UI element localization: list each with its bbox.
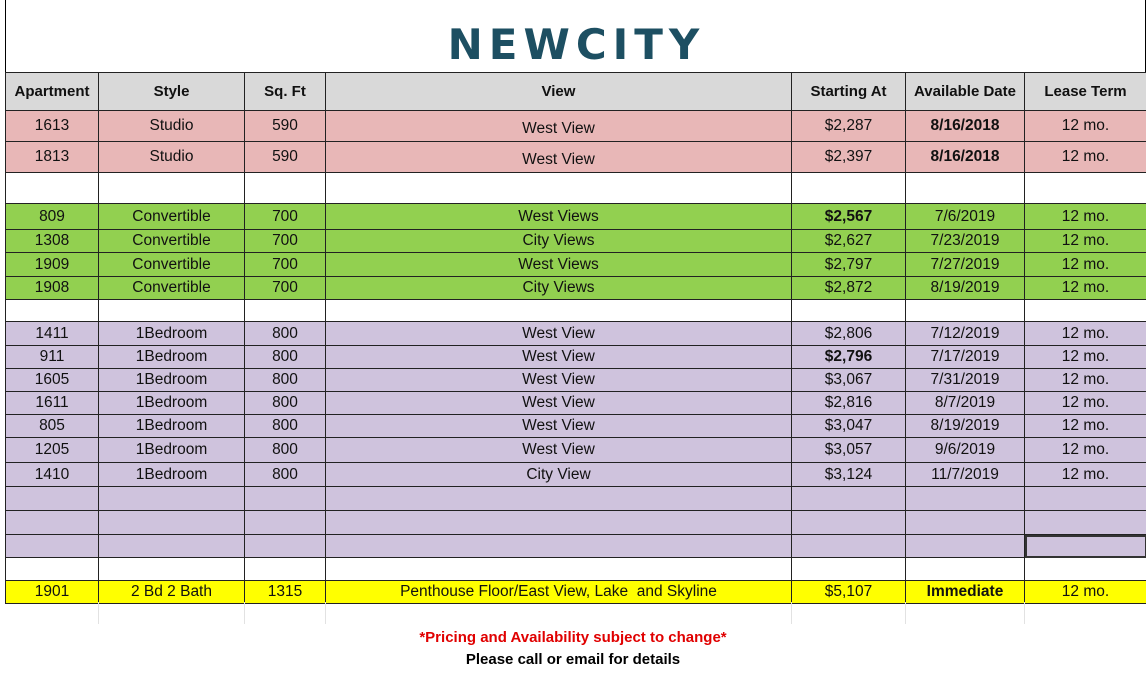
cell-date: 9/6/2019 xyxy=(906,438,1025,463)
table-row xyxy=(6,142,1146,173)
cell-date: 7/23/2019 xyxy=(906,230,1025,253)
cell-price: $5,107 xyxy=(792,581,906,604)
cell-apartment: 1611 xyxy=(6,392,99,415)
cell-view: West Views xyxy=(326,253,792,277)
cell-term: 12 mo. xyxy=(1025,204,1146,230)
cell-style: 1Bedroom xyxy=(99,322,245,346)
table-row xyxy=(6,438,1146,463)
cell-style: Convertible xyxy=(99,230,245,253)
cell-price: $2,796 xyxy=(792,346,906,369)
cell-view: West Views xyxy=(326,204,792,230)
cell-price: $2,872 xyxy=(792,277,906,300)
logo-band xyxy=(5,0,1146,72)
cell-style: 1Bedroom xyxy=(99,392,245,415)
gridline xyxy=(98,602,99,624)
cell-sqft: 800 xyxy=(245,463,326,487)
cell-date: 8/19/2019 xyxy=(906,415,1025,438)
cell-sqft: 590 xyxy=(245,142,326,173)
cell-price: $2,287 xyxy=(792,111,906,142)
cell-date: Immediate xyxy=(906,581,1025,604)
cell-sqft: 800 xyxy=(245,369,326,392)
cell-price: $2,806 xyxy=(792,322,906,346)
table-row xyxy=(6,369,1146,392)
cell-apartment: 1205 xyxy=(6,438,99,463)
cell-sqft: 800 xyxy=(245,392,326,415)
table-row xyxy=(6,230,1146,253)
cell-term: 12 mo. xyxy=(1025,230,1146,253)
table-row xyxy=(6,111,1146,142)
cell-price: $2,567 xyxy=(792,204,906,230)
cell-apartment: 1411 xyxy=(6,322,99,346)
cell-date: 8/7/2019 xyxy=(906,392,1025,415)
cell-price: $2,397 xyxy=(792,142,906,173)
cell-sqft: 700 xyxy=(245,230,326,253)
cell-apartment: 805 xyxy=(6,415,99,438)
cell-style: 1Bedroom xyxy=(99,415,245,438)
cell-date: 7/31/2019 xyxy=(906,369,1025,392)
cell-sqft: 1315 xyxy=(245,581,326,604)
cell-view: West View xyxy=(326,392,792,415)
header-view: View xyxy=(326,73,792,111)
cell-view: West View xyxy=(326,322,792,346)
availability-table xyxy=(5,72,1146,604)
gridline xyxy=(244,602,245,624)
cell-view: West View xyxy=(326,111,792,142)
cell-price: $2,797 xyxy=(792,253,906,277)
newcity-logo: NEWCITY xyxy=(447,20,706,69)
spacer-row xyxy=(6,300,1146,322)
cell-style: Studio xyxy=(99,142,245,173)
spacer-row xyxy=(6,558,1146,581)
cell-style: 1Bedroom xyxy=(99,463,245,487)
cell-date: 11/7/2019 xyxy=(906,463,1025,487)
header-apartment: Apartment xyxy=(6,73,99,111)
cell-style: 2 Bd 2 Bath xyxy=(99,581,245,604)
cell-price: $3,067 xyxy=(792,369,906,392)
header-row xyxy=(6,73,1146,111)
header-available-date: Available Date xyxy=(906,73,1025,111)
cell-date: 8/16/2018 xyxy=(906,142,1025,173)
cell-term: 12 mo. xyxy=(1025,111,1146,142)
cell-sqft: 800 xyxy=(245,438,326,463)
cell-view: City View xyxy=(326,463,792,487)
cell-sqft: 800 xyxy=(245,346,326,369)
cell-apartment: 1813 xyxy=(6,142,99,173)
cell-style: Convertible xyxy=(99,253,245,277)
cell-sqft: 590 xyxy=(245,111,326,142)
cell-apartment: 1613 xyxy=(6,111,99,142)
cell-style: Studio xyxy=(99,111,245,142)
cell-apartment: 1908 xyxy=(6,277,99,300)
header-lease-term: Lease Term xyxy=(1025,73,1146,111)
cell-date: 7/6/2019 xyxy=(906,204,1025,230)
cell-date: 7/17/2019 xyxy=(906,346,1025,369)
gridline xyxy=(791,602,792,624)
gridline xyxy=(1024,602,1025,624)
cell-price: $2,627 xyxy=(792,230,906,253)
cell-term: 12 mo. xyxy=(1025,392,1146,415)
cell-price: $3,124 xyxy=(792,463,906,487)
cell-sqft: 800 xyxy=(245,322,326,346)
cell-term: 12 mo. xyxy=(1025,277,1146,300)
cell-term: 12 mo. xyxy=(1025,253,1146,277)
cell-view: West View xyxy=(326,346,792,369)
cell-view: West View xyxy=(326,142,792,173)
cell-apartment: 911 xyxy=(6,346,99,369)
cell-sqft: 800 xyxy=(245,415,326,438)
table-row xyxy=(6,322,1146,346)
cell-apartment: 1605 xyxy=(6,369,99,392)
cell-apartment: 1410 xyxy=(6,463,99,487)
gridline xyxy=(325,602,326,624)
selected-cell[interactable] xyxy=(1025,535,1146,558)
cell-term: 12 mo. xyxy=(1025,142,1146,173)
cell-sqft: 700 xyxy=(245,253,326,277)
contact-note: Please call or email for details xyxy=(465,651,681,668)
cell-style: 1Bedroom xyxy=(99,438,245,463)
empty-row xyxy=(6,511,1146,535)
cell-price: $3,047 xyxy=(792,415,906,438)
table-row xyxy=(6,346,1146,369)
empty-row xyxy=(6,487,1146,511)
gridline xyxy=(905,602,906,624)
cell-date: 7/12/2019 xyxy=(906,322,1025,346)
cell-style: Convertible xyxy=(99,204,245,230)
cell-term: 12 mo. xyxy=(1025,415,1146,438)
cell-apartment: 1308 xyxy=(6,230,99,253)
table-row xyxy=(6,415,1146,438)
cell-view: Penthouse Floor/East View, Lake and Skyline xyxy=(326,581,792,604)
cell-price: $3,057 xyxy=(792,438,906,463)
cell-term: 12 mo. xyxy=(1025,346,1146,369)
pricing-disclaimer: *Pricing and Availability subject to change* xyxy=(419,629,727,646)
cell-view: West View xyxy=(326,369,792,392)
header-sqft: Sq. Ft xyxy=(245,73,326,111)
cell-view: West View xyxy=(326,415,792,438)
cell-date: 7/27/2019 xyxy=(906,253,1025,277)
cell-date: 8/19/2019 xyxy=(906,277,1025,300)
empty-row xyxy=(6,535,1146,558)
cell-date: 8/16/2018 xyxy=(906,111,1025,142)
table-row xyxy=(6,277,1146,300)
cell-term: 12 mo. xyxy=(1025,581,1146,604)
cell-view: City Views xyxy=(326,277,792,300)
table-row xyxy=(6,253,1146,277)
cell-sqft: 700 xyxy=(245,204,326,230)
cell-term: 12 mo. xyxy=(1025,322,1146,346)
table-row xyxy=(6,463,1146,487)
cell-term: 12 mo. xyxy=(1025,369,1146,392)
table-row xyxy=(6,204,1146,230)
cell-view: City Views xyxy=(326,230,792,253)
cell-term: 12 mo. xyxy=(1025,463,1146,487)
cell-sqft: 700 xyxy=(245,277,326,300)
cell-apartment: 1901 xyxy=(6,581,99,604)
cell-style: 1Bedroom xyxy=(99,346,245,369)
cell-view: West View xyxy=(326,438,792,463)
cell-style: 1Bedroom xyxy=(99,369,245,392)
spacer-row xyxy=(6,173,1146,204)
cell-style: Convertible xyxy=(99,277,245,300)
header-starting-at: Starting At xyxy=(792,73,906,111)
cell-apartment: 809 xyxy=(6,204,99,230)
cell-apartment: 1909 xyxy=(6,253,99,277)
cell-price: $2,816 xyxy=(792,392,906,415)
table-row xyxy=(6,392,1146,415)
table-row xyxy=(6,581,1146,604)
cell-term: 12 mo. xyxy=(1025,438,1146,463)
footer xyxy=(0,628,1146,672)
header-style: Style xyxy=(99,73,245,111)
